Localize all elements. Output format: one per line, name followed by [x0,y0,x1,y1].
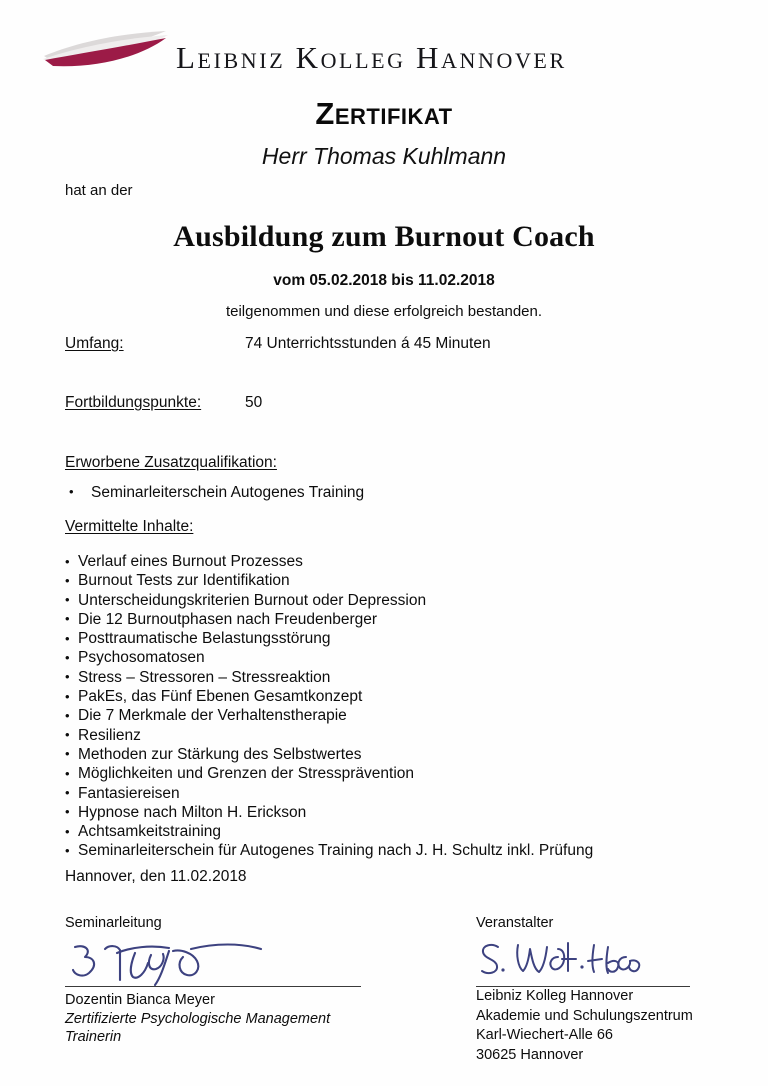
list-item: • Verlauf eines Burnout Prozesses [65,552,593,571]
points-label: Fortbildungspunkte: [65,394,202,411]
list-item: • Seminarleiterschein Autogenes Training [65,483,364,503]
scope-value: 74 Unterrichtsstunden á 45 Minuten [245,335,491,352]
list-item: • Posttraumatische Belastungsstörung [65,629,593,648]
organizer-line-2: Akademie und Schulungszentrum [476,1007,693,1024]
signature-rule [65,986,361,987]
list-item: • Fantasiereisen [65,784,593,803]
completion-statement: teilgenommen und diese erfolgreich bestanden. [225,303,543,320]
list-item: • PakEs, das Fünf Ebenen Gesamtkonzept [65,687,593,706]
organizer-line-4: 30625 Hannover [476,1046,584,1063]
handwritten-signature-icon [65,935,295,991]
page-header [0,22,768,84]
signature-role-label: Veranstalter [476,915,554,931]
list-item: • Methoden zur Stärkung des Selbstwertes [65,745,593,764]
recipient-name: Herr Thomas Kuhlmann [261,143,507,169]
signatory-subtitle: Zertifizierte Psychologische Management Trainerin [65,1010,331,1045]
list-item: • Burnout Tests zur Identifikation [65,571,593,590]
list-item: • Möglichkeiten und Grenzen der Stressprävention [65,764,593,783]
signature-area [476,931,766,986]
signatory-name: Dozentin Bianca Meyer [65,992,215,1008]
signature-block-right [476,915,766,1065]
points-value: 50 [245,394,263,411]
list-item: • Unterscheidungskriterien Burnout oder Depression [65,591,593,610]
list-item: • Resilienz [65,726,593,745]
list-item: • Die 12 Burnoutphasen nach Freudenberger [65,610,593,629]
additional-qualification-list [65,483,364,503]
page-title: Zertifikat [315,96,453,131]
lead-in-text: hat an der [65,182,133,199]
scope-row [65,335,491,353]
place-and-date: Hannover, den 11.02.2018 [65,868,247,885]
signature-area [65,931,365,986]
list-item: • Psychosomatosen [65,648,593,667]
contents-heading: Vermittelte Inhalte: [65,518,194,535]
signature-role-label: Seminarleitung [65,915,162,931]
handwritten-signature-icon [476,935,676,991]
contents-list [65,552,593,861]
organizer-line-3: Karl-Wiechert-Alle 66 [476,1027,613,1043]
signature-block-left [65,915,365,1047]
list-item: • Achtsamkeitstraining [65,822,593,841]
course-name: Ausbildung zum Burnout Coach [173,220,595,253]
swoosh-crescent-logo-icon [42,30,170,76]
points-row [65,394,263,412]
organization-title: Leibniz Kolleg Hannover [176,40,567,75]
organizer-line-1: Leibniz Kolleg Hannover [476,988,634,1004]
additional-qualification-heading: Erworbene Zusatzqualifikation: [65,454,277,471]
course-dates: vom 05.02.2018 bis 11.02.2018 [273,272,495,289]
list-item: • Stress – Stressoren – Stressreaktion [65,668,593,687]
scope-label: Umfang: [65,335,124,352]
list-item: • Hypnose nach Milton H. Erickson [65,803,593,822]
list-item: • Seminarleiterschein für Autogenes Training nach J. H. Schultz inkl. Prüfung [65,841,593,860]
list-item: • Die 7 Merkmale der Verhaltenstherapie [65,706,593,725]
